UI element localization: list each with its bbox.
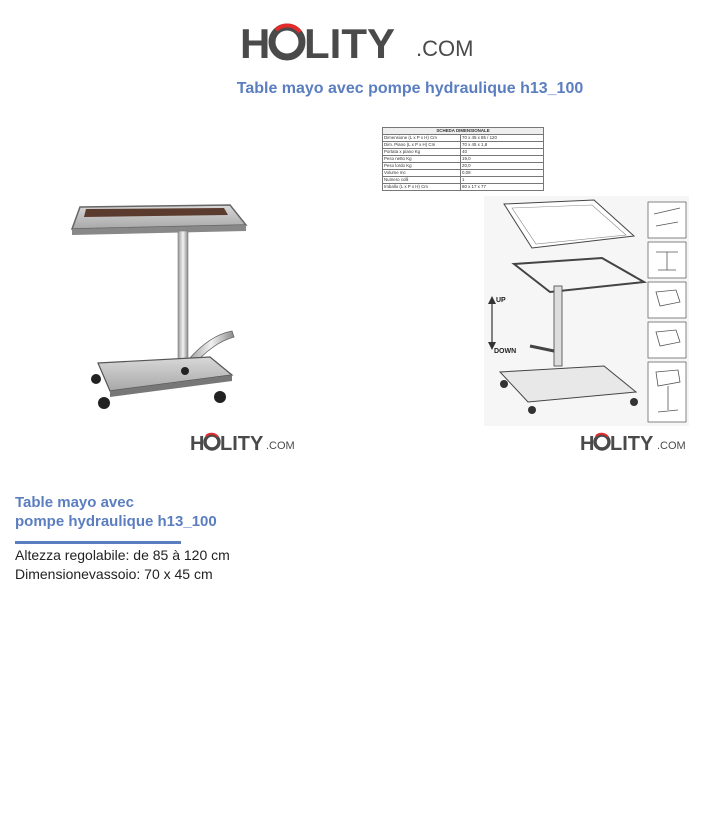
logo-letters-lity: LITY xyxy=(304,20,395,66)
description-title-line: pompe hydraulique h13_100 xyxy=(15,513,217,530)
spec-value: 40 xyxy=(461,149,544,156)
spec-table-row xyxy=(383,142,544,149)
spec-value: 20,0 xyxy=(461,163,544,170)
spec-table-row xyxy=(383,184,544,191)
spec-table-row xyxy=(383,135,544,142)
spec-value: 70 x 45 x 1,8 xyxy=(461,142,544,149)
spec-value: 1 xyxy=(461,177,544,184)
logo-ring-icon xyxy=(595,434,609,449)
spec-table-header: SCHEDA DIMENSIONALE xyxy=(383,128,544,135)
spec-value: 0,08 xyxy=(461,170,544,177)
spec-table-row xyxy=(383,156,544,163)
description-title-line: Table mayo avec xyxy=(15,494,134,511)
title-underline xyxy=(15,541,181,544)
logo-letters-lity: LITY xyxy=(610,433,654,454)
spec-label: Dim. Piano (L x P x H) Cm xyxy=(383,142,461,149)
spec-label: Dimensione (L x P x H) Cm xyxy=(383,135,461,142)
logo-suffix: .COM xyxy=(266,440,295,452)
spec-table xyxy=(382,127,544,191)
description-height-line: Altezza regolabile: de 85 à 120 cm xyxy=(15,547,230,563)
assembly-diagram xyxy=(484,196,689,426)
logo-ring-icon xyxy=(272,25,302,57)
logo-suffix: .COM xyxy=(657,440,686,452)
spec-value: 70 x 45 x 85 / 120 xyxy=(461,135,544,142)
spec-label: Imballo (L x P x H) Cm xyxy=(383,184,461,191)
product-photo xyxy=(60,195,260,415)
description-tray-line: Dimensionevassoio: 70 x 45 cm xyxy=(15,566,213,582)
logo-letters-lity: LITY xyxy=(220,433,264,454)
product-description xyxy=(15,546,230,584)
spec-table-row xyxy=(383,170,544,177)
diagram-label-down: DOWN xyxy=(494,348,517,355)
product-description-title xyxy=(15,493,217,531)
logo-letter-h: H xyxy=(240,20,271,66)
holity-logo[interactable] xyxy=(240,18,490,66)
spec-table-row xyxy=(383,163,544,170)
page-title: Table mayo avec pompe hydraulique h13_100 xyxy=(236,80,584,97)
holity-logo-small xyxy=(190,430,300,454)
logo-ring-icon xyxy=(205,434,219,449)
spec-value: 19,0 xyxy=(461,156,544,163)
diagram-detail-thumbnails xyxy=(648,202,686,422)
spec-value: 80 x 17 x 77 xyxy=(461,184,544,191)
spec-label: Volume mc xyxy=(383,170,461,177)
spec-label: Numero colli xyxy=(383,177,461,184)
spec-label: Peso lordo Kg xyxy=(383,163,461,170)
spec-label: Peso netto Kg xyxy=(383,156,461,163)
logo-letter-h: H xyxy=(580,433,595,454)
diagram-label-up: UP xyxy=(496,297,506,304)
spec-table-row xyxy=(383,149,544,156)
spec-label: Portata x piano Kg xyxy=(383,149,461,156)
holity-logo-small xyxy=(580,430,695,454)
spec-table-row xyxy=(383,177,544,184)
logo-suffix: .COM xyxy=(416,36,474,61)
logo-letter-h: H xyxy=(190,433,205,454)
